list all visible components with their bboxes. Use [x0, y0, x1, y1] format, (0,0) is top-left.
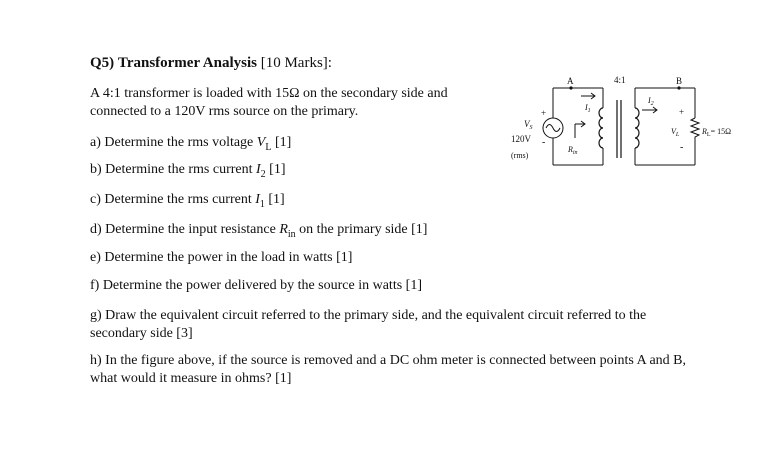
rin-label: $R_{in}$ [568, 145, 578, 156]
part-a: a) Determine the rms voltage $V_L$ [1] [90, 135, 292, 153]
secondary-wiring [635, 88, 695, 165]
transformer-circuit-diagram [505, 70, 755, 180]
source-unit-label: (rms) [511, 151, 529, 160]
part-f: f) Determine the power delivered by the source in watts [1] [90, 278, 422, 293]
source-minus: - [542, 137, 546, 148]
current-arrow-i1 [581, 93, 595, 99]
primary-coil [599, 108, 603, 148]
question-marks: [10 Marks]: [260, 55, 332, 71]
vl-label: $V_L$ [671, 127, 680, 138]
part-g: g) Draw the equivalent circuit referred to the primary side, and the equivalent circuit referred to the secondary side [3] [90, 308, 647, 341]
ac-wave-icon [546, 125, 560, 132]
source-plus: + [541, 108, 547, 118]
load-resistor-symbol [691, 118, 699, 140]
i2-label: $I_2$ [648, 96, 654, 107]
question-heading: Transformer Analysis [117, 55, 257, 71]
vs-label: $V_S$ [524, 119, 533, 131]
rl-label: $R_L= 15\Omega$ [702, 127, 732, 138]
node-b-label: B [676, 76, 683, 86]
vl-plus: + [679, 107, 685, 117]
part-e: e) Determine the power in the load in watts [1] [90, 250, 353, 265]
part-d: d) Determine the input resistance $R_{in}$ on the primary side [1] [90, 222, 428, 240]
node-b-dot [677, 86, 680, 89]
source-value-label: 120V [511, 134, 531, 144]
secondary-coil [635, 108, 639, 148]
part-b: b) Determine the rms current $I_2$ [1] [90, 162, 286, 180]
i1-label: $I_1$ [585, 103, 591, 114]
rin-arrow [575, 121, 585, 138]
question-title [90, 55, 332, 72]
turns-ratio-label: 4:1 [614, 75, 626, 85]
part-h: h) In the figure above, if the source is removed and a DC ohm meter is connected between points A and B, what would it measure in ohms? [1] [90, 353, 686, 386]
vl-minus: - [680, 142, 684, 153]
primary-wiring [553, 88, 603, 165]
question-number: Q5) [90, 55, 115, 71]
current-arrow-i2 [642, 107, 657, 113]
node-a-dot [569, 86, 572, 89]
question-intro: A 4:1 transformer is loaded with 15Ω on the secondary side and connected to a 120V rms source on the primary. [90, 86, 448, 119]
part-c: c) Determine the rms current $I_1$ [1] [90, 192, 285, 210]
node-a-label: A [567, 76, 574, 86]
